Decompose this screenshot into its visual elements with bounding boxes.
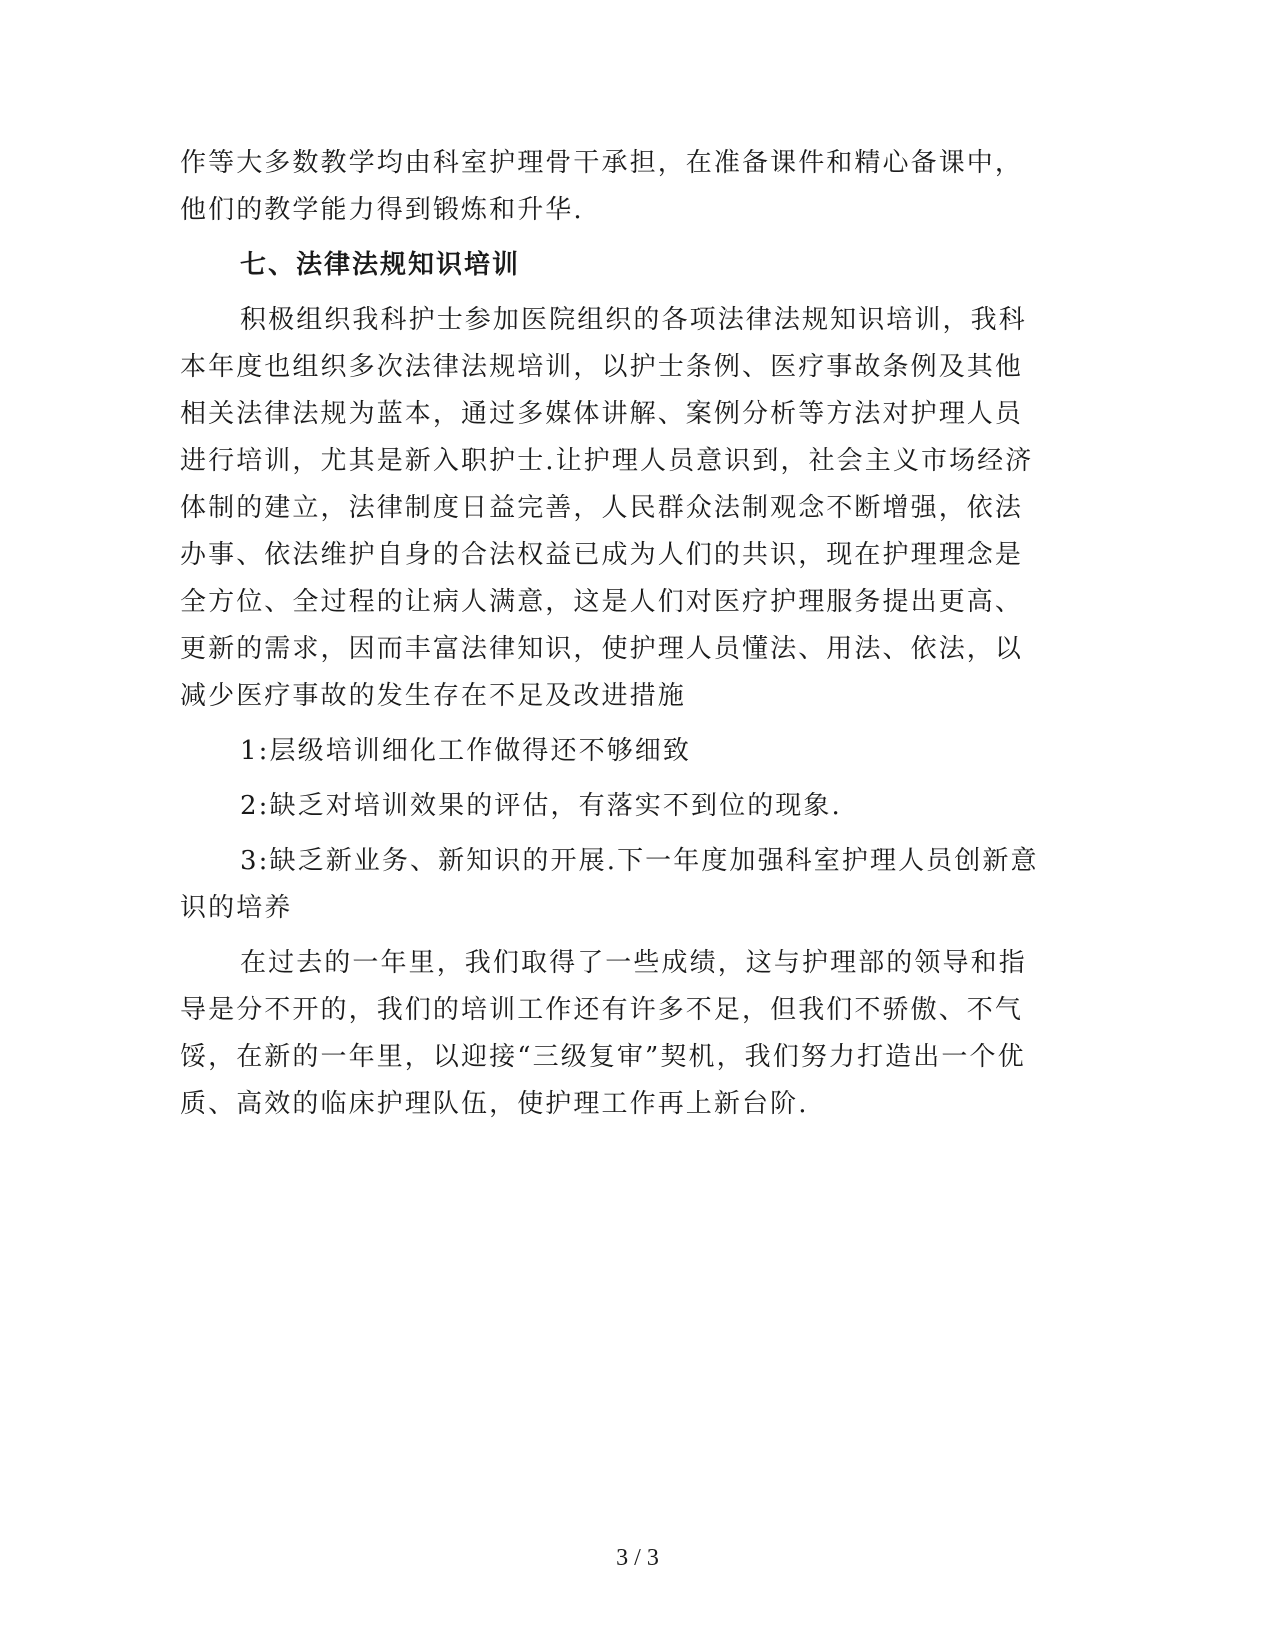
conclusion-paragraph: 在过去的一年里，我们取得了一些成绩，这与护理部的领导和指导是分不开的，我们的培训工作还有许多不足，但我们不骄傲、不气馁，在新的一年里，以迎接“三级复审”契机，我们努力打造出一个优质、高效的临床护理队伍，使护理工作再上新台阶. (180, 948, 1027, 1119)
document-body (180, 140, 1040, 1136)
page-number: 3 / 3 (616, 1545, 659, 1571)
continuation-paragraph: 作等大多数教学均由科室护理骨干承担，在准备课件和精心备课中，他们的教学能力得到锻炼和升华. (180, 148, 1024, 225)
list-item: 2:缺乏对培训效果的评估，有落实不到位的现象. (240, 791, 842, 821)
list-item: 3:缺乏新业务、新知识的开展.下一年度加强科室护理人员创新意识的培养 (180, 846, 1039, 923)
list-item: 1:层级培训细化工作做得还不够细致 (240, 736, 692, 766)
law-training-paragraph: 积极组织我科护士参加医院组织的各项法律法规知识培训，我科本年度也组织多次法律法规培训，以护士条例、医疗事故条例及其他相关法律法规为蓝本，通过多媒体讲解、案例分析等方法对护理人员进行培训，尤其是新入职护士.让护理人员意识到，社会主义市场经济体制的建立，法律制度日益完善，人民群众法制观念不断增强，依法办事、依法维护自身的合法权益已成为人们的共识，现在护理理念是全方位、全过程的让病人满意，这是人们对医疗护理服务提出更高、更新的需求，因而丰富法律知识，使护理人员懂法、用法、依法，以减少医疗事故的发生存在不足及改进措施 (180, 305, 1034, 711)
section-heading: 七、法律法规知识培训 (240, 250, 521, 280)
